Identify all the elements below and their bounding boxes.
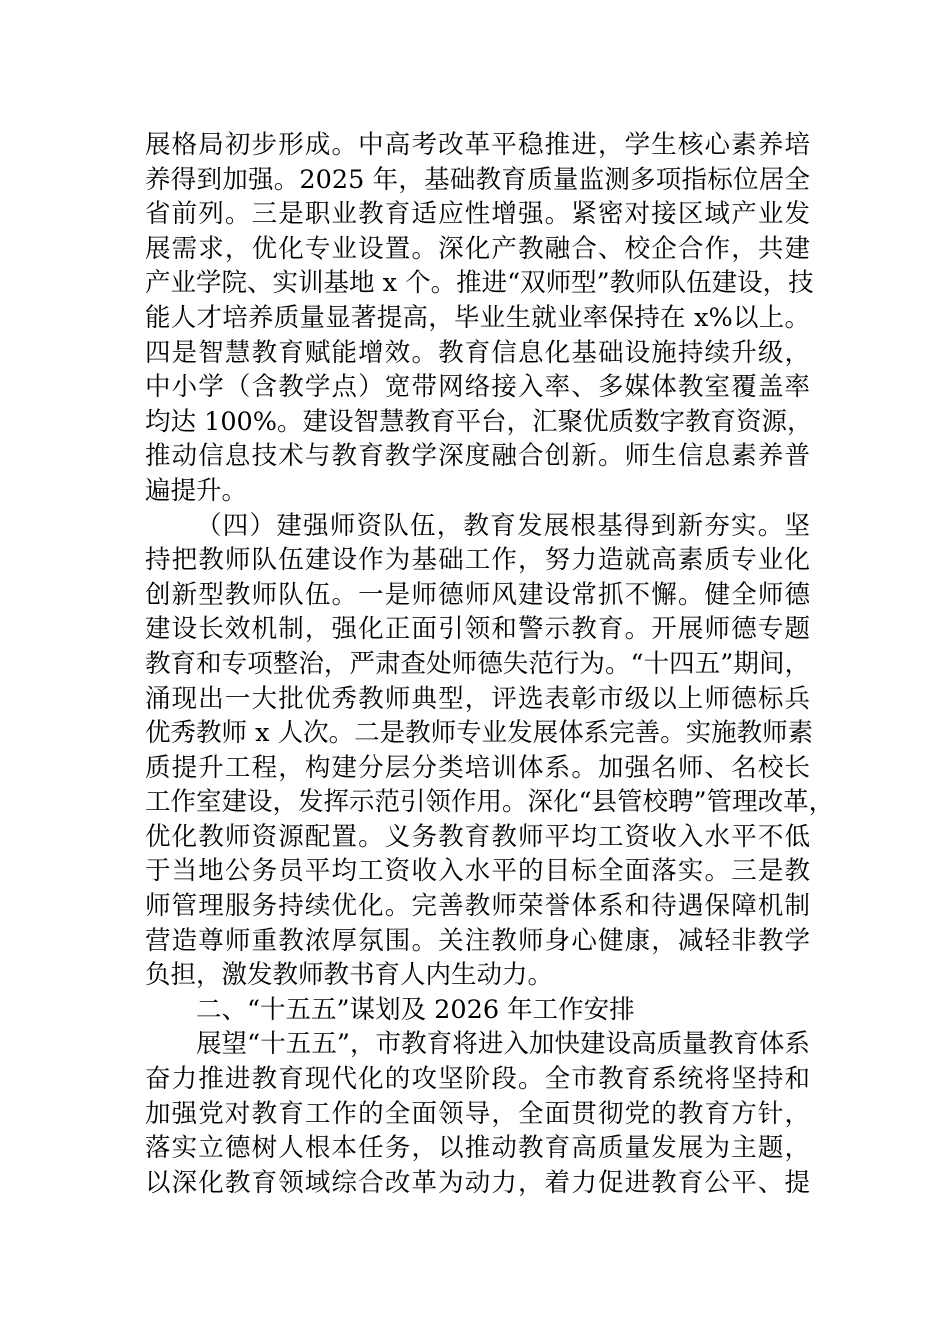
text-line: 优化教师资源配置。义务教育教师平均工资收入水平不低: [145, 821, 810, 852]
text-line: 遍提升。: [145, 475, 248, 506]
text-line: 工作室建设，发挥示范引领作用。深化“县管校聘”管理改革，: [145, 787, 835, 818]
text-line: 优秀教师 x 人次。二是教师专业发展体系完善。实施教师素: [145, 718, 814, 749]
text-line: 持把教师队伍建设作为基础工作，努力造就高素质专业化: [145, 545, 810, 576]
text-line: 产业学院、实训基地 x 个。推进“双师型”教师队伍建设，技: [145, 268, 814, 299]
body-text: [145, 128, 835, 1200]
text-line: 教育和专项整治，严肃查处师德失范行为。“十四五”期间，: [145, 648, 810, 679]
text-line: 营造尊师重教浓厚氛围。关注教师身心健康，减轻非教学: [145, 925, 810, 956]
text-line: 师管理服务持续优化。完善教师荣誉体系和待遇保障机制: [145, 891, 810, 922]
text-line: 省前列。三是职业教育适应性增强。紧密对接区域产业发: [145, 199, 810, 230]
text-line: 落实立德树人根本任务，以推动教育高质量发展为主题，: [145, 1133, 810, 1164]
text-line: 能人才培养质量显著提高，毕业生就业率保持在 x%以上。: [145, 302, 810, 333]
text-line: 负担，激发教师教书育人内生动力。: [145, 960, 554, 991]
text-line: 推动信息技术与教育教学深度融合创新。师生信息素养普: [145, 441, 810, 472]
text-line: 中小学（含教学点）宽带网络接入率、多媒体教室覆盖率: [145, 372, 810, 403]
text-line: 以深化教育领域综合改革为动力，着力促进教育公平、提: [145, 1167, 810, 1198]
text-line: 加强党对教育工作的全面领导，全面贯彻党的教育方针，: [145, 1098, 810, 1129]
text-line: 均达 100%。建设智慧教育平台，汇聚优质数字教育资源，: [145, 406, 813, 437]
text-line: 展望“十五五”，市教育将进入加快建设高质量教育体系: [196, 1029, 810, 1060]
text-line: 创新型教师队伍。一是师德师风建设常抓不懈。健全师德: [145, 579, 810, 610]
text-line: 奋力推进教育现代化的攻坚阶段。全市教育系统将坚持和: [145, 1064, 810, 1095]
text-line: 质提升工程，构建分层分类培训体系。加强名师、名校长: [145, 752, 810, 783]
text-line: 涌现出一大批优秀教师典型，评选表彰市级以上师德标兵: [145, 683, 810, 714]
text-line: 展格局初步形成。中高考改革平稳推进，学生核心素养培: [145, 130, 810, 160]
text-line: 四是智慧教育赋能增效。教育信息化基础设施持续升级，: [145, 337, 810, 368]
text-line: 于当地公务员平均工资收入水平的目标全面落实。三是教: [145, 856, 810, 887]
text-line: 养得到加强。2025 年，基础教育质量监测多项指标位居全: [145, 164, 810, 195]
chapter-heading: 二、“十五五”谋划及 2026 年工作安排: [196, 994, 635, 1025]
text-line: 展需求，优化专业设置。深化产教融合、校企合作，共建: [145, 233, 810, 264]
section-heading: （四）建强师资队伍，教育发展根基得到新夯实。坚: [196, 510, 810, 541]
text-line: 建设长效机制，强化正面引领和警示教育。开展师德专题: [145, 614, 810, 645]
